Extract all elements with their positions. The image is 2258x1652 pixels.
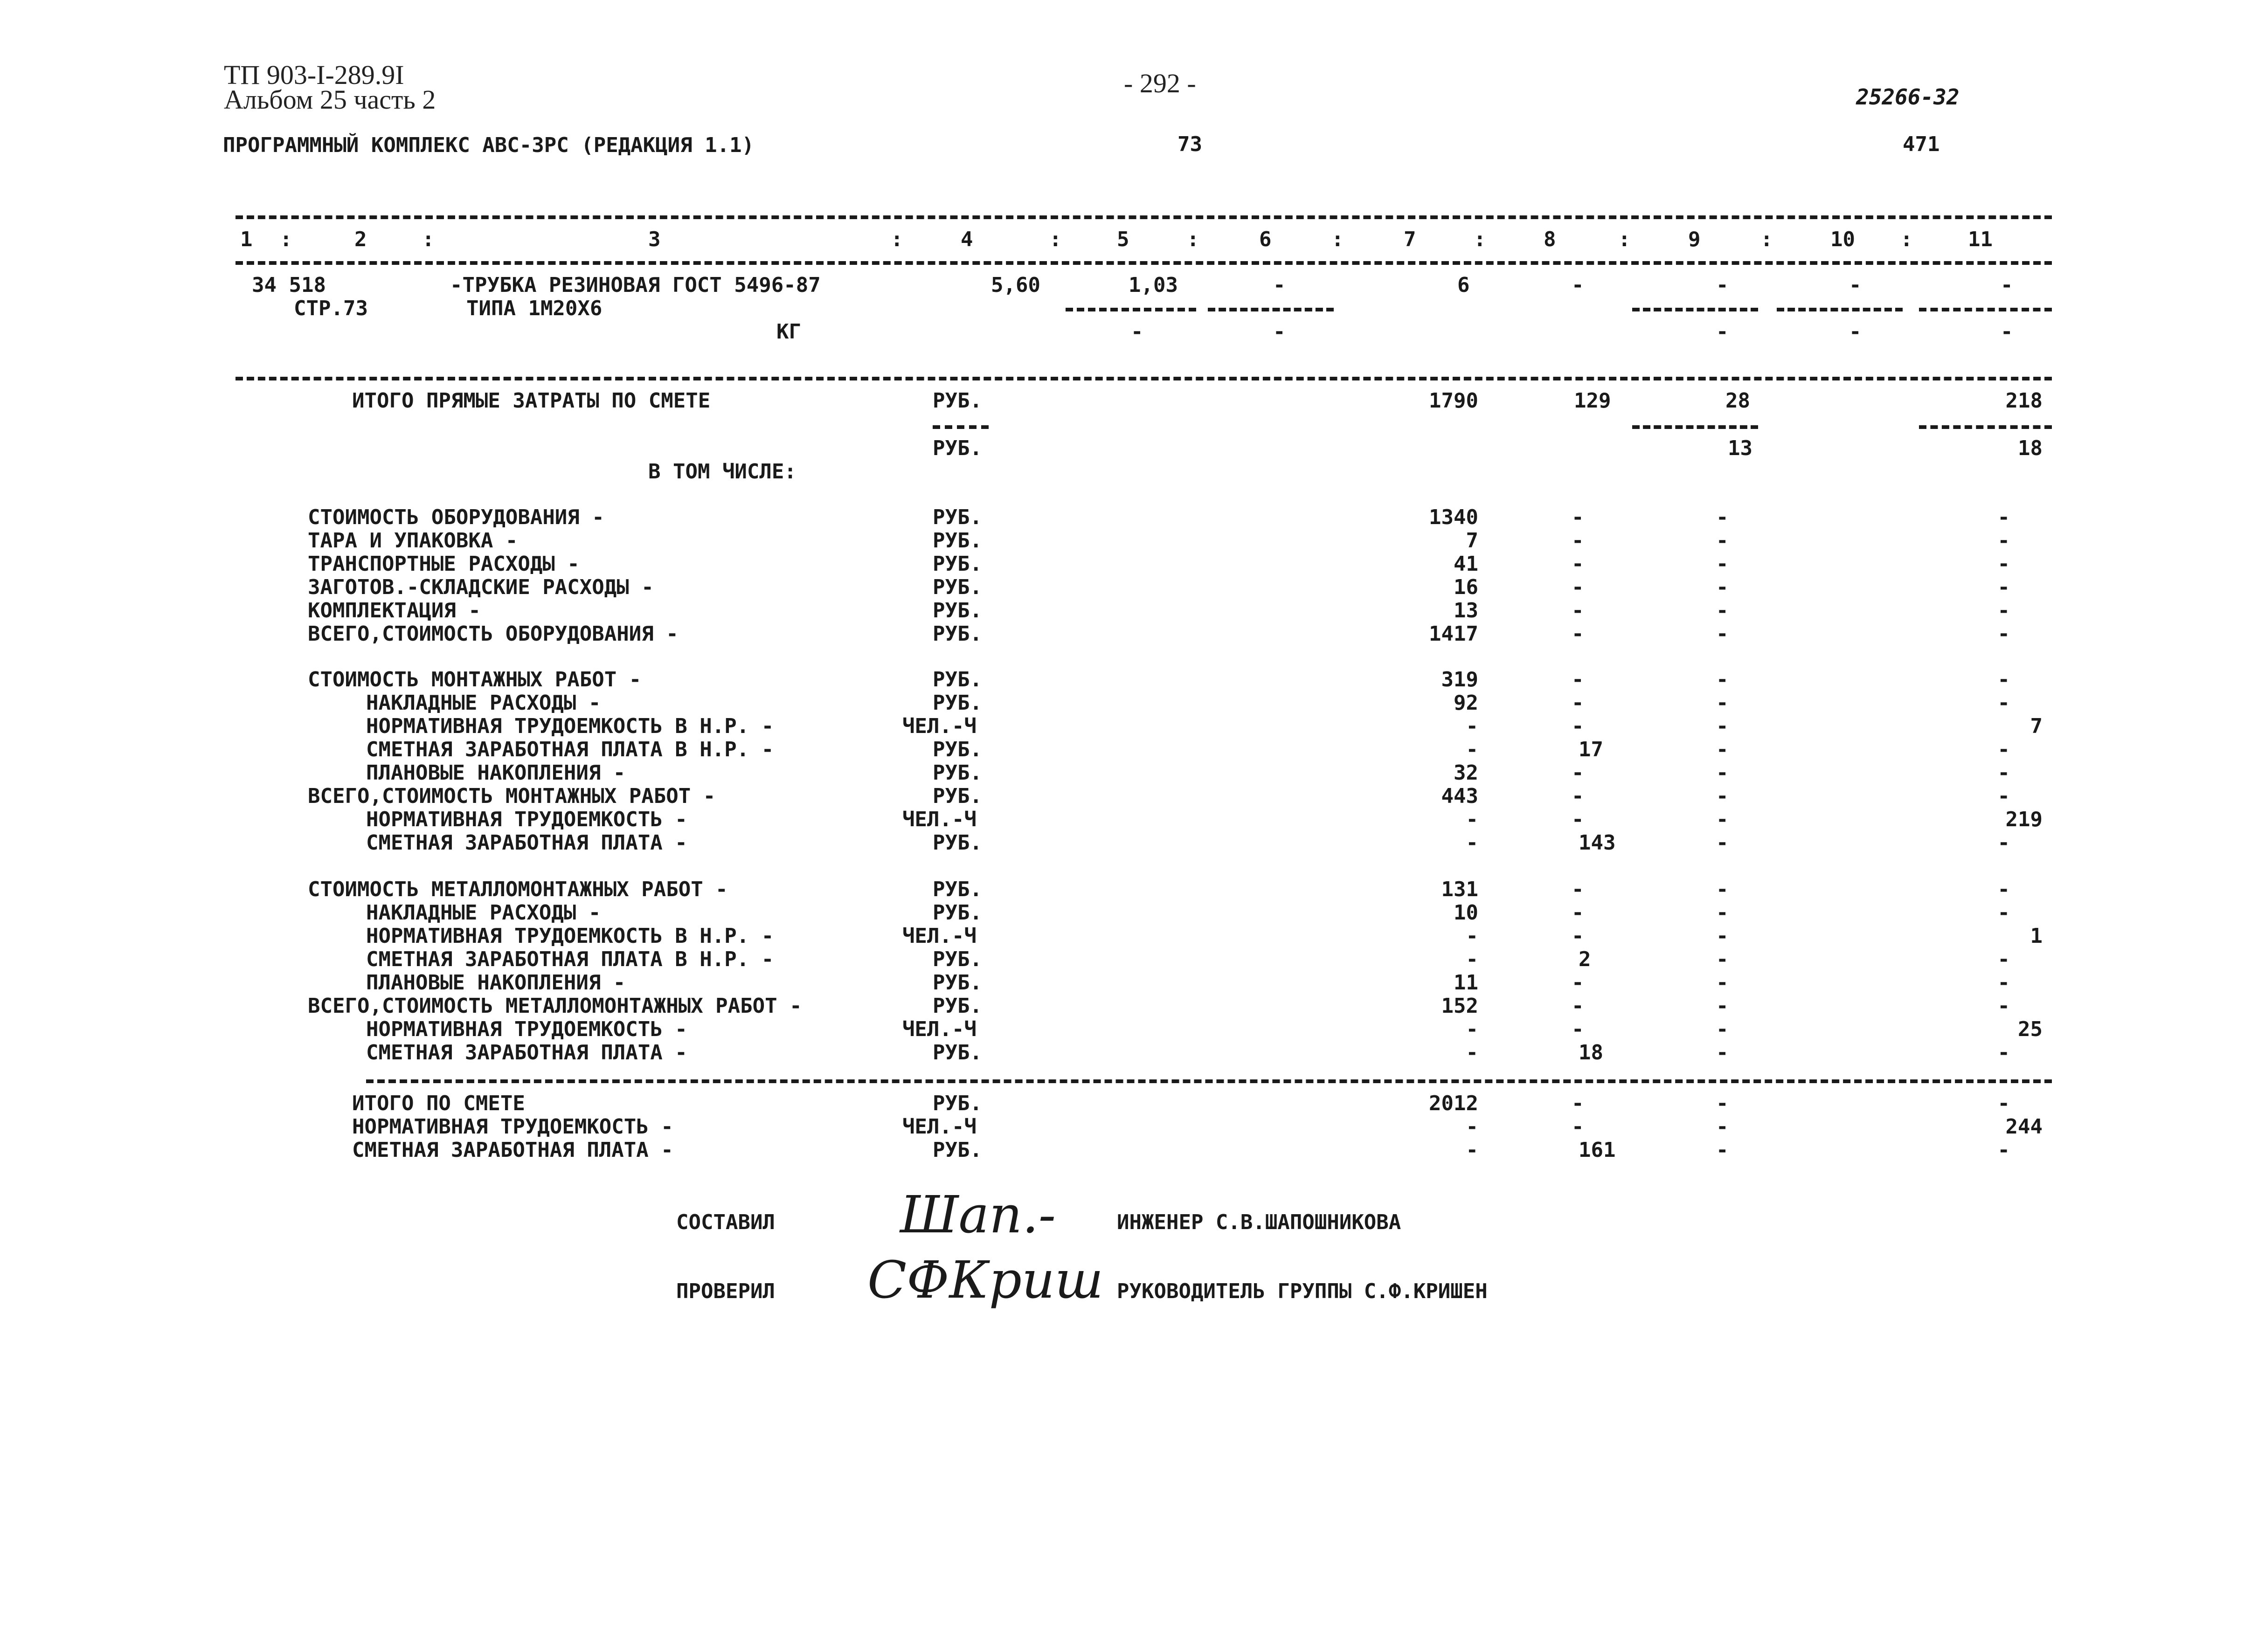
divider-line (235, 215, 2052, 219)
column-header: 11 (1968, 228, 1993, 251)
row-value: 152 (1441, 994, 1478, 1018)
row-unit: РУБ. (933, 738, 982, 761)
row-value: - (1997, 575, 2010, 599)
subtotal-line (1632, 308, 1758, 311)
row-label: ТАРА И УПАКОВКА - (308, 529, 518, 553)
row-label: СМЕТНАЯ ЗАРАБОТНАЯ ПЛАТА - (366, 831, 687, 855)
row-value: 92 (1454, 691, 1478, 715)
final-unit: ЧЕЛ.-Ч (902, 1115, 977, 1139)
row-value: - (1466, 924, 1478, 948)
final-value: - (1466, 1115, 1478, 1139)
unit: РУБ. (933, 436, 982, 460)
column-header: 9 (1688, 228, 1701, 251)
final-value: - (1716, 1115, 1729, 1139)
composed-by: ИНЖЕНЕР С.В.ШАПОШНИКОВА (1117, 1210, 1401, 1234)
row-value: - (1716, 622, 1729, 646)
row-label: ВСЕГО,СТОИМОСТЬ ОБОРУДОВАНИЯ - (308, 622, 679, 646)
row-unit: РУБ. (933, 529, 982, 553)
row-unit: РУБ. (933, 994, 982, 1018)
row-label: ВСЕГО,СТОИМОСТЬ МОНТАЖНЫХ РАБОТ - (308, 784, 716, 808)
row-unit: РУБ. (933, 971, 982, 995)
row-label: ВСЕГО,СТОИМОСТЬ МЕТАЛЛОМОНТАЖНЫХ РАБОТ - (308, 994, 802, 1018)
row-value: - (1997, 622, 2010, 646)
divider-line (235, 261, 2052, 265)
row-value: - (1997, 668, 2010, 691)
final-value: - (1572, 1092, 1584, 1115)
row-unit: РУБ. (933, 947, 982, 971)
item-type: ТИПА 1М20Х6 (466, 297, 603, 320)
row-unit: РУБ. (933, 691, 982, 715)
final-value: 161 (1579, 1138, 1616, 1162)
column-header: 8 (1544, 228, 1556, 251)
row-label: НАКЛАДНЫЕ РАСХОДЫ - (366, 691, 601, 715)
row-value: 443 (1441, 784, 1478, 808)
row-unit: РУБ. (933, 831, 982, 855)
unit: РУБ. (933, 389, 982, 413)
direct-costs-value: 28 (1725, 389, 1750, 413)
row-label: ТРАНСПОРТНЫЕ РАСХОДЫ - (308, 552, 580, 576)
row-value: - (1572, 714, 1584, 738)
final-value: - (1716, 1092, 1729, 1115)
program-name: ПРОГРАММНЫЙ КОМПЛЕКС АВС-3РС (РЕДАКЦИЯ 1.1) (223, 133, 755, 157)
row-label: СТОИМОСТЬ МОНТАЖНЫХ РАБОТ - (308, 668, 642, 691)
direct-costs-value: 13 (1728, 436, 1752, 460)
row-value: - (1716, 714, 1729, 738)
item-code: 34 518 (252, 273, 326, 297)
row-label: СТОИМОСТЬ МЕТАЛЛОМОНТАЖНЫХ РАБОТ - (308, 878, 728, 901)
row-label: КОМПЛЕКТАЦИЯ - (308, 599, 481, 622)
row-label: НОРМАТИВНАЯ ТРУДОЕМКОСТЬ - (366, 1017, 687, 1041)
item-value: - (2001, 320, 2013, 344)
row-unit: ЧЕЛ.-Ч (902, 808, 977, 831)
row-unit: РУБ. (933, 575, 982, 599)
column-separator: : (1900, 228, 1913, 251)
subtotal-line (1066, 308, 1196, 311)
column-separator: : (280, 228, 292, 251)
column-separator: : (1760, 228, 1773, 251)
row-value: - (1997, 529, 2010, 553)
row-label: ПЛАНОВЫЕ НАКОПЛЕНИЯ - (366, 761, 626, 785)
album-part: Альбом 25 часть 2 (224, 84, 436, 115)
row-value: - (1572, 622, 1584, 646)
row-value: - (1466, 738, 1478, 761)
row-label: СМЕТНАЯ ЗАРАБОТНАЯ ПЛАТА В Н.Р. - (366, 738, 774, 761)
row-value: - (1572, 901, 1584, 925)
subtotal-line (1632, 425, 1758, 429)
row-value: - (1997, 878, 2010, 901)
row-value: 10 (1454, 901, 1478, 925)
row-value: - (1716, 1017, 1729, 1041)
item-value: - (1273, 273, 1286, 297)
row-value: - (1716, 668, 1729, 691)
row-value: - (1997, 552, 2010, 576)
row-value: - (1466, 1041, 1478, 1064)
subtotal-line (1777, 308, 1903, 311)
row-value: - (1572, 971, 1584, 995)
column-separator: : (1474, 228, 1486, 251)
row-value: 2 (1579, 947, 1591, 971)
checked-label: ПРОВЕРИЛ (676, 1279, 775, 1303)
row-value: - (1997, 599, 2010, 622)
column-separator: : (1187, 228, 1199, 251)
row-value: - (1572, 784, 1584, 808)
row-unit: РУБ. (933, 901, 982, 925)
including-label: В ТОМ ЧИСЛЕ: (648, 460, 797, 484)
row-value: - (1572, 994, 1584, 1018)
row-label: НОРМАТИВНАЯ ТРУДОЕМКОСТЬ В Н.Р. - (366, 714, 774, 738)
row-unit: ЧЕЛ.-Ч (902, 714, 977, 738)
row-value: - (1716, 784, 1729, 808)
item-value: - (1849, 273, 1862, 297)
checker-signature: СФКриш (867, 1250, 1104, 1310)
row-value: - (1716, 552, 1729, 576)
page-local: 73 (1177, 132, 1202, 156)
column-header: 7 (1404, 228, 1416, 251)
row-value: 16 (1454, 575, 1478, 599)
row-value: - (1997, 784, 2010, 808)
column-header: 4 (961, 228, 973, 251)
row-value: - (1716, 1041, 1729, 1064)
row-value: - (1572, 924, 1584, 948)
final-unit: РУБ. (933, 1138, 982, 1162)
column-separator: : (891, 228, 903, 251)
document-code: 25266-32 (1856, 84, 1960, 110)
album-code: ТП 903-I-289.9I (224, 60, 404, 90)
row-label: СМЕТНАЯ ЗАРАБОТНАЯ ПЛАТА В Н.Р. - (366, 947, 774, 971)
item-value: - (1716, 273, 1729, 297)
row-value: - (1572, 529, 1584, 553)
row-unit: РУБ. (933, 784, 982, 808)
item-unit: КГ (776, 320, 801, 344)
row-value: - (1572, 668, 1584, 691)
row-value: 1 (2030, 924, 2043, 948)
page-total: 471 (1903, 132, 1940, 156)
item-page-ref: СТР.73 (294, 297, 368, 320)
row-value: - (1997, 761, 2010, 785)
row-value: 219 (2005, 808, 2043, 831)
final-value: 2012 (1429, 1092, 1478, 1115)
row-value: - (1716, 901, 1729, 925)
row-value: - (1572, 691, 1584, 715)
final-value: 244 (2005, 1115, 2043, 1139)
final-value: - (1716, 1138, 1729, 1162)
row-value: - (1466, 831, 1478, 855)
divider-line (366, 1079, 2052, 1083)
row-unit: РУБ. (933, 622, 982, 646)
item-value: - (1572, 273, 1584, 297)
divider-line (235, 377, 2052, 380)
item-value: - (1131, 320, 1143, 344)
row-value: - (1716, 971, 1729, 995)
row-unit: РУБ. (933, 668, 982, 691)
row-value: - (1716, 808, 1729, 831)
row-value: - (1572, 808, 1584, 831)
direct-costs-value: 218 (2005, 389, 2043, 413)
row-label: СМЕТНАЯ ЗАРАБОТНАЯ ПЛАТА - (366, 1041, 687, 1064)
row-value: - (1716, 831, 1729, 855)
row-value: - (1716, 994, 1729, 1018)
column-header: 1 (240, 228, 253, 251)
row-label: НАКЛАДНЫЕ РАСХОДЫ - (366, 901, 601, 925)
row-unit: РУБ. (933, 552, 982, 576)
direct-costs-value: 129 (1574, 389, 1611, 413)
row-value: 18 (1579, 1041, 1603, 1064)
row-value: 1340 (1429, 505, 1478, 529)
row-label: СТОИМОСТЬ ОБОРУДОВАНИЯ - (308, 505, 604, 529)
row-value: - (1572, 575, 1584, 599)
row-value: - (1997, 691, 2010, 715)
final-value: - (1466, 1138, 1478, 1162)
row-value: - (1572, 552, 1584, 576)
row-value: - (1997, 1041, 2010, 1064)
row-value: - (1572, 1017, 1584, 1041)
row-value: - (1997, 994, 2010, 1018)
subtotal-line (933, 425, 989, 429)
column-separator: : (1049, 228, 1062, 251)
row-value: - (1716, 738, 1729, 761)
row-value: - (1716, 505, 1729, 529)
subtotal-line (1919, 425, 2052, 429)
composed-label: СОСТАВИЛ (676, 1210, 775, 1234)
row-value: 11 (1454, 971, 1478, 995)
row-unit: ЧЕЛ.-Ч (902, 1017, 977, 1041)
item-value: - (1716, 320, 1729, 344)
row-value: - (1572, 505, 1584, 529)
subtotal-line (1208, 308, 1334, 311)
row-value: - (1466, 947, 1478, 971)
item-unit-price: 1,03 (1129, 273, 1178, 297)
column-separator: : (1331, 228, 1344, 251)
row-value: 131 (1441, 878, 1478, 901)
row-value: 41 (1454, 552, 1478, 576)
column-separator: : (422, 228, 435, 251)
row-value: 17 (1579, 738, 1603, 761)
row-value: - (1716, 878, 1729, 901)
row-value: - (1572, 878, 1584, 901)
item-value: 6 (1457, 273, 1470, 297)
row-value: 7 (1466, 529, 1478, 553)
row-value: 1417 (1429, 622, 1478, 646)
final-value: - (1572, 1115, 1584, 1139)
column-header: 10 (1830, 228, 1855, 251)
row-label: ЗАГОТОВ.-СКЛАДСКИЕ РАСХОДЫ - (308, 575, 654, 599)
row-value: - (1716, 924, 1729, 948)
row-value: - (1716, 599, 1729, 622)
checked-by: РУКОВОДИТЕЛЬ ГРУППЫ С.Ф.КРИШЕН (1117, 1279, 1488, 1303)
row-unit: РУБ. (933, 599, 982, 622)
item-name: -ТРУБКА РЕЗИНОВАЯ ГОСТ 5496-87 (450, 273, 821, 297)
column-header: 6 (1259, 228, 1272, 251)
row-unit: РУБ. (933, 505, 982, 529)
row-value: - (1572, 599, 1584, 622)
row-unit: РУБ. (933, 1041, 982, 1064)
row-value: - (1466, 714, 1478, 738)
column-separator: : (1618, 228, 1631, 251)
row-value: 319 (1441, 668, 1478, 691)
final-label: ИТОГО ПО СМЕТЕ (352, 1092, 525, 1115)
composer-signature: Шап.- (900, 1185, 1056, 1244)
row-value: 7 (2030, 714, 2043, 738)
row-value: - (1716, 575, 1729, 599)
row-label: НОРМАТИВНАЯ ТРУДОЕМКОСТЬ - (366, 808, 687, 831)
row-value: - (1572, 761, 1584, 785)
row-value: - (1997, 947, 2010, 971)
row-unit: ЧЕЛ.-Ч (902, 924, 977, 948)
row-value: 32 (1454, 761, 1478, 785)
row-label: ПЛАНОВЫЕ НАКОПЛЕНИЯ - (366, 971, 626, 995)
column-header: 3 (648, 228, 661, 251)
row-value: - (1466, 1017, 1478, 1041)
row-value: - (1466, 808, 1478, 831)
row-value: 13 (1454, 599, 1478, 622)
row-value: - (1997, 831, 2010, 855)
row-value: 143 (1579, 831, 1616, 855)
row-value: - (1716, 529, 1729, 553)
page-number: - 292 - (1124, 68, 1196, 98)
final-value: - (1997, 1092, 2010, 1115)
final-unit: РУБ. (933, 1092, 982, 1115)
final-label: СМЕТНАЯ ЗАРАБОТНАЯ ПЛАТА - (352, 1138, 673, 1162)
row-value: 25 (2018, 1017, 2043, 1041)
column-header: 2 (354, 228, 367, 251)
direct-costs-total: 1790 (1429, 389, 1478, 413)
final-label: НОРМАТИВНАЯ ТРУДОЕМКОСТЬ - (352, 1115, 673, 1139)
row-value: - (1716, 761, 1729, 785)
row-unit: РУБ. (933, 878, 982, 901)
column-header: 5 (1117, 228, 1129, 251)
row-value: - (1716, 691, 1729, 715)
item-value: - (2001, 273, 2013, 297)
item-value: - (1849, 320, 1862, 344)
row-value: - (1997, 738, 2010, 761)
row-value: - (1997, 505, 2010, 529)
row-value: - (1997, 971, 2010, 995)
row-value: - (1716, 947, 1729, 971)
item-quantity: 5,60 (991, 273, 1040, 297)
direct-costs-value: 18 (2018, 436, 2043, 460)
row-label: НОРМАТИВНАЯ ТРУДОЕМКОСТЬ В Н.Р. - (366, 924, 774, 948)
subtotal-line (1919, 308, 2052, 311)
item-value: - (1273, 320, 1286, 344)
final-value: - (1997, 1138, 2010, 1162)
row-unit: РУБ. (933, 761, 982, 785)
direct-costs-label: ИТОГО ПРЯМЫЕ ЗАТРАТЫ ПО СМЕТЕ (352, 389, 711, 413)
row-value: - (1997, 901, 2010, 925)
